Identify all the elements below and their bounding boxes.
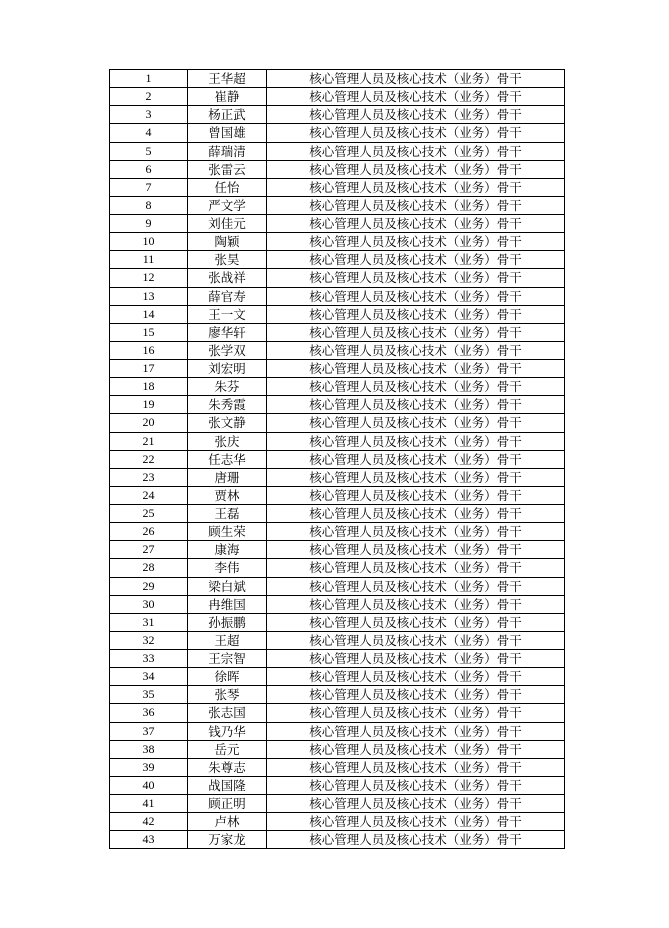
role-category: 核心管理人员及核心技术（业务）骨干 — [267, 323, 565, 341]
role-category: 核心管理人员及核心技术（业务）骨干 — [267, 686, 565, 704]
role-category: 核心管理人员及核心技术（业务）骨干 — [267, 124, 565, 142]
table-row — [110, 233, 565, 251]
person-name: 梁白斌 — [188, 577, 267, 595]
role-category: 核心管理人员及核心技术（业务）骨干 — [267, 722, 565, 740]
person-name: 薛官寿 — [188, 287, 267, 305]
role-category: 核心管理人员及核心技术（业务）骨干 — [267, 740, 565, 758]
table-row — [110, 795, 565, 813]
row-number: 26 — [110, 523, 188, 541]
person-name: 刘宏明 — [188, 360, 267, 378]
table-row — [110, 414, 565, 432]
table-row — [110, 142, 565, 160]
row-number: 36 — [110, 704, 188, 722]
table-row — [110, 722, 565, 740]
person-name: 崔静 — [188, 88, 267, 106]
table-row — [110, 613, 565, 631]
person-name: 王磊 — [188, 505, 267, 523]
person-name: 战国隆 — [188, 776, 267, 794]
row-number: 16 — [110, 341, 188, 359]
row-number: 42 — [110, 813, 188, 831]
role-category: 核心管理人员及核心技术（业务）骨干 — [267, 142, 565, 160]
row-number: 24 — [110, 486, 188, 504]
table-row — [110, 178, 565, 196]
row-number: 8 — [110, 196, 188, 214]
role-category: 核心管理人员及核心技术（业务）骨干 — [267, 486, 565, 504]
person-name: 张志国 — [188, 704, 267, 722]
table-row — [110, 251, 565, 269]
table-row — [110, 269, 565, 287]
row-number: 20 — [110, 414, 188, 432]
person-name: 朱芬 — [188, 378, 267, 396]
role-category: 核心管理人员及核心技术（业务）骨干 — [267, 178, 565, 196]
role-category: 核心管理人员及核心技术（业务）骨干 — [267, 704, 565, 722]
row-number: 14 — [110, 305, 188, 323]
table-row — [110, 360, 565, 378]
row-number: 11 — [110, 251, 188, 269]
person-name: 张琴 — [188, 686, 267, 704]
person-name: 岳元 — [188, 740, 267, 758]
role-category: 核心管理人员及核心技术（业务）骨干 — [267, 378, 565, 396]
person-name: 贾林 — [188, 486, 267, 504]
person-name: 任志华 — [188, 450, 267, 468]
person-name: 薛瑞清 — [188, 142, 267, 160]
row-number: 40 — [110, 776, 188, 794]
role-category: 核心管理人员及核心技术（业务）骨干 — [267, 631, 565, 649]
role-category: 核心管理人员及核心技术（业务）骨干 — [267, 432, 565, 450]
role-category: 核心管理人员及核心技术（业务）骨干 — [267, 196, 565, 214]
row-number: 31 — [110, 613, 188, 631]
role-category: 核心管理人员及核心技术（业务）骨干 — [267, 450, 565, 468]
role-category: 核心管理人员及核心技术（业务）骨干 — [267, 523, 565, 541]
table-row — [110, 160, 565, 178]
role-category: 核心管理人员及核心技术（业务）骨干 — [267, 341, 565, 359]
table-row — [110, 215, 565, 233]
row-number: 21 — [110, 432, 188, 450]
person-name: 李伟 — [188, 559, 267, 577]
table-row — [110, 631, 565, 649]
person-name: 徐晖 — [188, 668, 267, 686]
row-number: 23 — [110, 468, 188, 486]
role-category: 核心管理人员及核心技术（业务）骨干 — [267, 70, 565, 88]
person-name: 钱乃华 — [188, 722, 267, 740]
row-number: 29 — [110, 577, 188, 595]
table-row — [110, 776, 565, 794]
role-category: 核心管理人员及核心技术（业务）骨干 — [267, 795, 565, 813]
row-number: 37 — [110, 722, 188, 740]
person-name: 张文静 — [188, 414, 267, 432]
role-category: 核心管理人员及核心技术（业务）骨干 — [267, 233, 565, 251]
person-name: 张昊 — [188, 251, 267, 269]
person-name: 曾国雄 — [188, 124, 267, 142]
role-category: 核心管理人员及核心技术（业务）骨干 — [267, 360, 565, 378]
table-row — [110, 650, 565, 668]
role-category: 核心管理人员及核心技术（业务）骨干 — [267, 88, 565, 106]
row-number: 43 — [110, 831, 188, 849]
role-category: 核心管理人员及核心技术（业务）骨干 — [267, 396, 565, 414]
row-number: 19 — [110, 396, 188, 414]
person-name: 康海 — [188, 541, 267, 559]
role-category: 核心管理人员及核心技术（业务）骨干 — [267, 215, 565, 233]
table-row — [110, 450, 565, 468]
role-category: 核心管理人员及核心技术（业务）骨干 — [267, 650, 565, 668]
table-row — [110, 70, 565, 88]
row-number: 1 — [110, 70, 188, 88]
row-number: 6 — [110, 160, 188, 178]
row-number: 18 — [110, 378, 188, 396]
person-name: 朱秀霞 — [188, 396, 267, 414]
table-row — [110, 813, 565, 831]
person-name: 万家龙 — [188, 831, 267, 849]
person-name: 朱尊志 — [188, 758, 267, 776]
role-category: 核心管理人员及核心技术（业务）骨干 — [267, 106, 565, 124]
row-number: 32 — [110, 631, 188, 649]
person-name: 张庆 — [188, 432, 267, 450]
person-name: 任怡 — [188, 178, 267, 196]
table-row — [110, 468, 565, 486]
person-name: 王华超 — [188, 70, 267, 88]
person-name: 刘佳元 — [188, 215, 267, 233]
table-row — [110, 577, 565, 595]
row-number: 28 — [110, 559, 188, 577]
role-category: 核心管理人员及核心技术（业务）骨干 — [267, 160, 565, 178]
person-name: 杨正武 — [188, 106, 267, 124]
table-row — [110, 88, 565, 106]
role-category: 核心管理人员及核心技术（业务）骨干 — [267, 776, 565, 794]
row-number: 27 — [110, 541, 188, 559]
table-row — [110, 106, 565, 124]
row-number: 15 — [110, 323, 188, 341]
table-row — [110, 196, 565, 214]
role-category: 核心管理人员及核心技术（业务）骨干 — [267, 758, 565, 776]
role-category: 核心管理人员及核心技术（业务）骨干 — [267, 813, 565, 831]
person-name: 顾生荣 — [188, 523, 267, 541]
person-name: 廖华轩 — [188, 323, 267, 341]
role-category: 核心管理人员及核心技术（业务）骨干 — [267, 595, 565, 613]
row-number: 35 — [110, 686, 188, 704]
row-number: 41 — [110, 795, 188, 813]
role-category: 核心管理人员及核心技术（业务）骨干 — [267, 287, 565, 305]
row-number: 17 — [110, 360, 188, 378]
role-category: 核心管理人员及核心技术（业务）骨干 — [267, 613, 565, 631]
table-row — [110, 559, 565, 577]
table-row — [110, 704, 565, 722]
row-number: 4 — [110, 124, 188, 142]
person-name: 严文学 — [188, 196, 267, 214]
table-row — [110, 323, 565, 341]
row-number: 30 — [110, 595, 188, 613]
person-name: 卢林 — [188, 813, 267, 831]
table-row — [110, 486, 565, 504]
row-number: 12 — [110, 269, 188, 287]
person-name: 张学双 — [188, 341, 267, 359]
table-row — [110, 124, 565, 142]
person-name: 冉维国 — [188, 595, 267, 613]
person-name: 陶颖 — [188, 233, 267, 251]
table-row — [110, 378, 565, 396]
table-row — [110, 595, 565, 613]
table-row — [110, 287, 565, 305]
person-name: 王宗智 — [188, 650, 267, 668]
row-number: 2 — [110, 88, 188, 106]
table-row — [110, 686, 565, 704]
row-number: 3 — [110, 106, 188, 124]
role-category: 核心管理人员及核心技术（业务）骨干 — [267, 414, 565, 432]
table-row — [110, 432, 565, 450]
role-category: 核心管理人员及核心技术（业务）骨干 — [267, 505, 565, 523]
role-category: 核心管理人员及核心技术（业务）骨干 — [267, 468, 565, 486]
row-number: 13 — [110, 287, 188, 305]
roster-table — [109, 69, 565, 849]
table-row — [110, 505, 565, 523]
row-number: 25 — [110, 505, 188, 523]
row-number: 34 — [110, 668, 188, 686]
table-row — [110, 305, 565, 323]
row-number: 5 — [110, 142, 188, 160]
row-number: 38 — [110, 740, 188, 758]
role-category: 核心管理人员及核心技术（业务）骨干 — [267, 577, 565, 595]
table-row — [110, 758, 565, 776]
person-name: 张战祥 — [188, 269, 267, 287]
person-name: 孙振鹏 — [188, 613, 267, 631]
table-row — [110, 523, 565, 541]
table-row — [110, 396, 565, 414]
table-row — [110, 341, 565, 359]
person-name: 王一文 — [188, 305, 267, 323]
row-number: 22 — [110, 450, 188, 468]
table-row — [110, 740, 565, 758]
roster-table-body — [110, 70, 565, 849]
role-category: 核心管理人员及核心技术（业务）骨干 — [267, 559, 565, 577]
role-category: 核心管理人员及核心技术（业务）骨干 — [267, 269, 565, 287]
role-category: 核心管理人员及核心技术（业务）骨干 — [267, 251, 565, 269]
table-row — [110, 668, 565, 686]
row-number: 7 — [110, 178, 188, 196]
person-name: 王超 — [188, 631, 267, 649]
role-category: 核心管理人员及核心技术（业务）骨干 — [267, 305, 565, 323]
person-name: 张雷云 — [188, 160, 267, 178]
role-category: 核心管理人员及核心技术（业务）骨干 — [267, 541, 565, 559]
person-name: 唐珊 — [188, 468, 267, 486]
table-row — [110, 541, 565, 559]
role-category: 核心管理人员及核心技术（业务）骨干 — [267, 831, 565, 849]
role-category: 核心管理人员及核心技术（业务）骨干 — [267, 668, 565, 686]
row-number: 39 — [110, 758, 188, 776]
row-number: 9 — [110, 215, 188, 233]
person-name: 顾正明 — [188, 795, 267, 813]
table-row — [110, 831, 565, 849]
row-number: 10 — [110, 233, 188, 251]
row-number: 33 — [110, 650, 188, 668]
